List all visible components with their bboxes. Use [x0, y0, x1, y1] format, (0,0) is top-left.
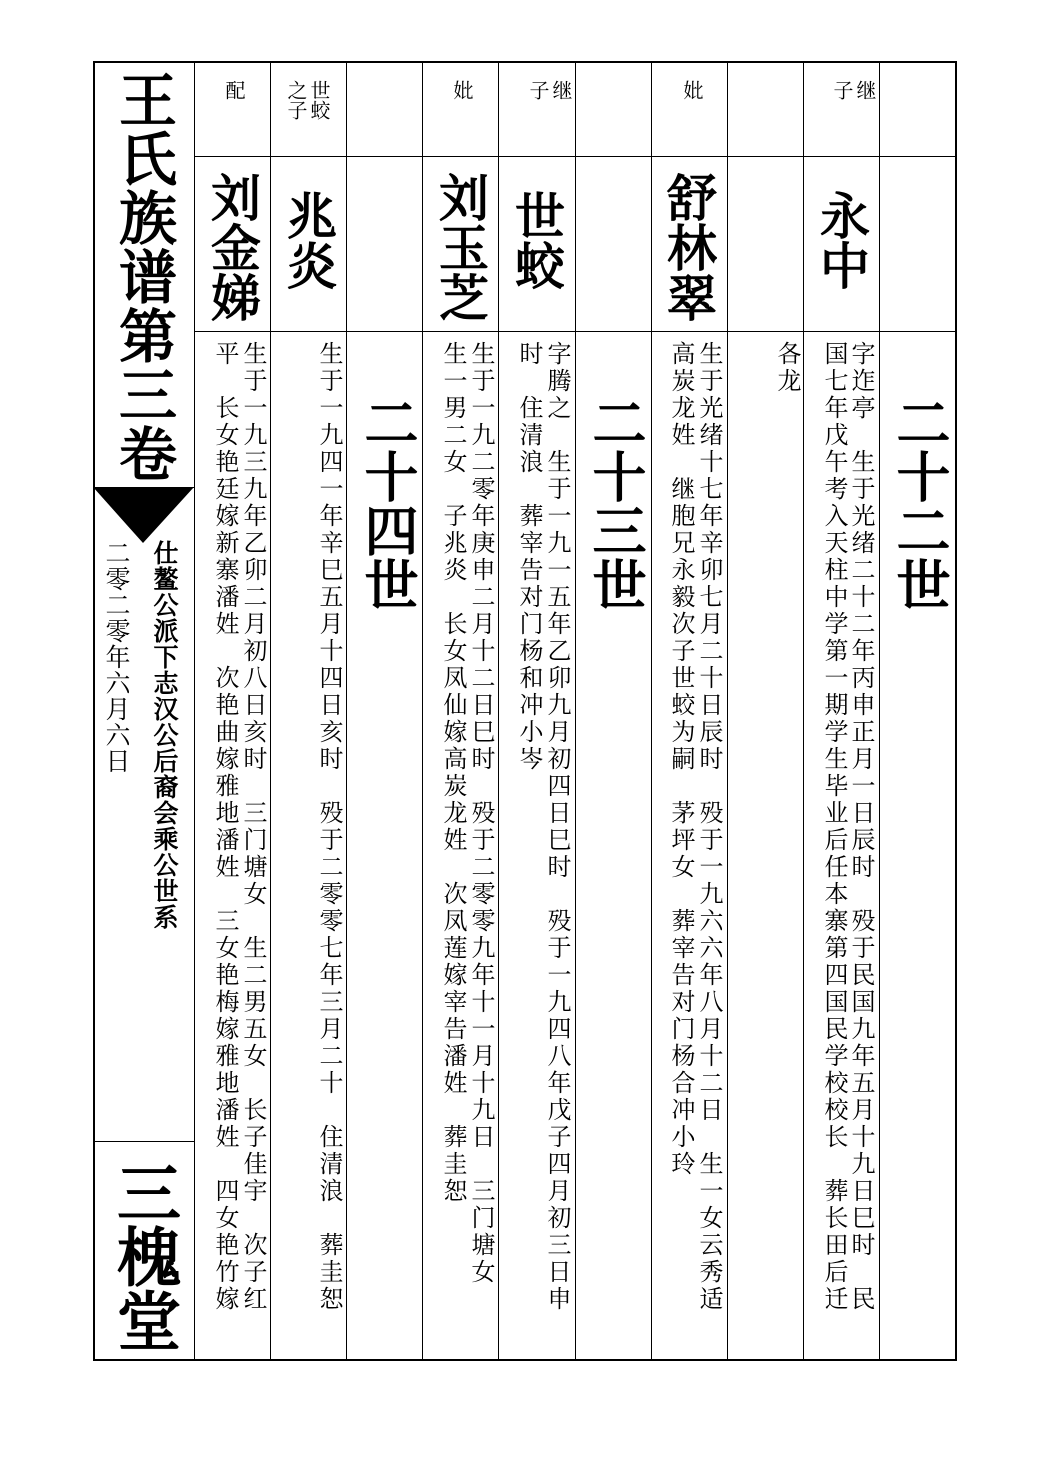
person-name-liujindi: 刘金娣	[203, 172, 262, 322]
person-name-yongzhong: 永中	[812, 190, 871, 290]
column-divider	[651, 61, 652, 1361]
person-name-liuyuzhi: 刘玉芝	[431, 172, 490, 322]
bio-line: 国七年戊午考入天柱中学第一期学生毕业后任本寨第四国民学校校长 葬长田后迁	[820, 341, 848, 1313]
column-divider	[498, 61, 499, 1361]
bio-line: 生于一九四一年辛巳五月十四日亥时 殁于二零零七年三月二十 住清浪 葬圭恕	[315, 341, 343, 1313]
relation-label: 世蛟 之子	[284, 80, 331, 120]
relation-label: 配	[222, 80, 246, 100]
relation-label: 妣	[680, 80, 704, 100]
spine-black-triangle	[93, 487, 194, 543]
hall-name: 三槐堂	[106, 1160, 181, 1352]
bio-line: 高炭龙姓 继胞兄永毅次子世蛟为嗣 茅坪女 葬宰告对门杨合冲小玲	[667, 341, 695, 1178]
person-name-shijiao: 世蛟	[507, 190, 566, 290]
generation-23-heading: 二十三世	[584, 395, 648, 611]
lineage-subtitle: 仕鳌公派下志汉公后裔会乘公世系	[150, 540, 179, 930]
person-name-zhaoyan: 兆炎	[279, 190, 338, 290]
book-title: 王氏族谱第三卷	[109, 70, 177, 483]
column-divider	[575, 61, 576, 1361]
bio-line: 字腾之 生于一九一五年乙卯九月初四日巳时 殁于一九四八年戊子四月初三日申	[543, 341, 571, 1313]
generation-22-heading: 二十二世	[888, 395, 952, 611]
relation-label: 继 子	[526, 80, 573, 100]
column-divider	[879, 61, 880, 1361]
relation-label: 继 子	[830, 80, 877, 100]
compile-date: 二零二零年六月六日	[102, 540, 131, 774]
column-divider	[346, 61, 347, 1361]
spine-line-bottom	[93, 1141, 194, 1142]
name-row-line	[194, 331, 957, 332]
bio-line: 生于一九二零年庚申二月十二日巳时 殁于二零零九年十一月十九日 三门塘女	[467, 341, 495, 1286]
column-divider	[270, 61, 271, 1361]
bio-line: 生于光绪十七年辛卯七月二十日辰时 殁于一九六六年八月十二日 生一女云秀适	[695, 341, 723, 1313]
spine-divider	[194, 61, 195, 1361]
column-divider	[803, 61, 804, 1361]
bio-line: 生于一九三九年乙卯二月初八日亥时 三门塘女 生二男五女 长子佳宇 次子红	[239, 341, 267, 1313]
relation-label: 妣	[450, 80, 474, 100]
bio-line: 各龙	[773, 341, 801, 395]
bio-line: 字迮亭 生于光绪二十二年丙申正月一日辰时 殁于民国九年五月十九日巳时 民	[847, 341, 875, 1313]
generation-24-heading: 二十四世	[356, 395, 420, 611]
person-name-shulincui: 舒林翠	[659, 172, 718, 322]
header-row-line	[194, 156, 957, 157]
bio-line: 时 住清浪 葬宰告对门杨和冲小岑	[515, 341, 543, 773]
column-divider	[727, 61, 728, 1361]
bio-line: 生一男二女 子兆炎 长女凤仙嫁高炭龙姓 次凤莲嫁宰告潘姓 葬圭恕	[439, 341, 467, 1205]
column-divider	[422, 61, 423, 1361]
bio-line: 平 长女艳廷嫁新寨潘姓 次艳曲嫁雅地潘姓 三女艳梅嫁雅地潘姓 四女艳竹嫁	[211, 341, 239, 1313]
